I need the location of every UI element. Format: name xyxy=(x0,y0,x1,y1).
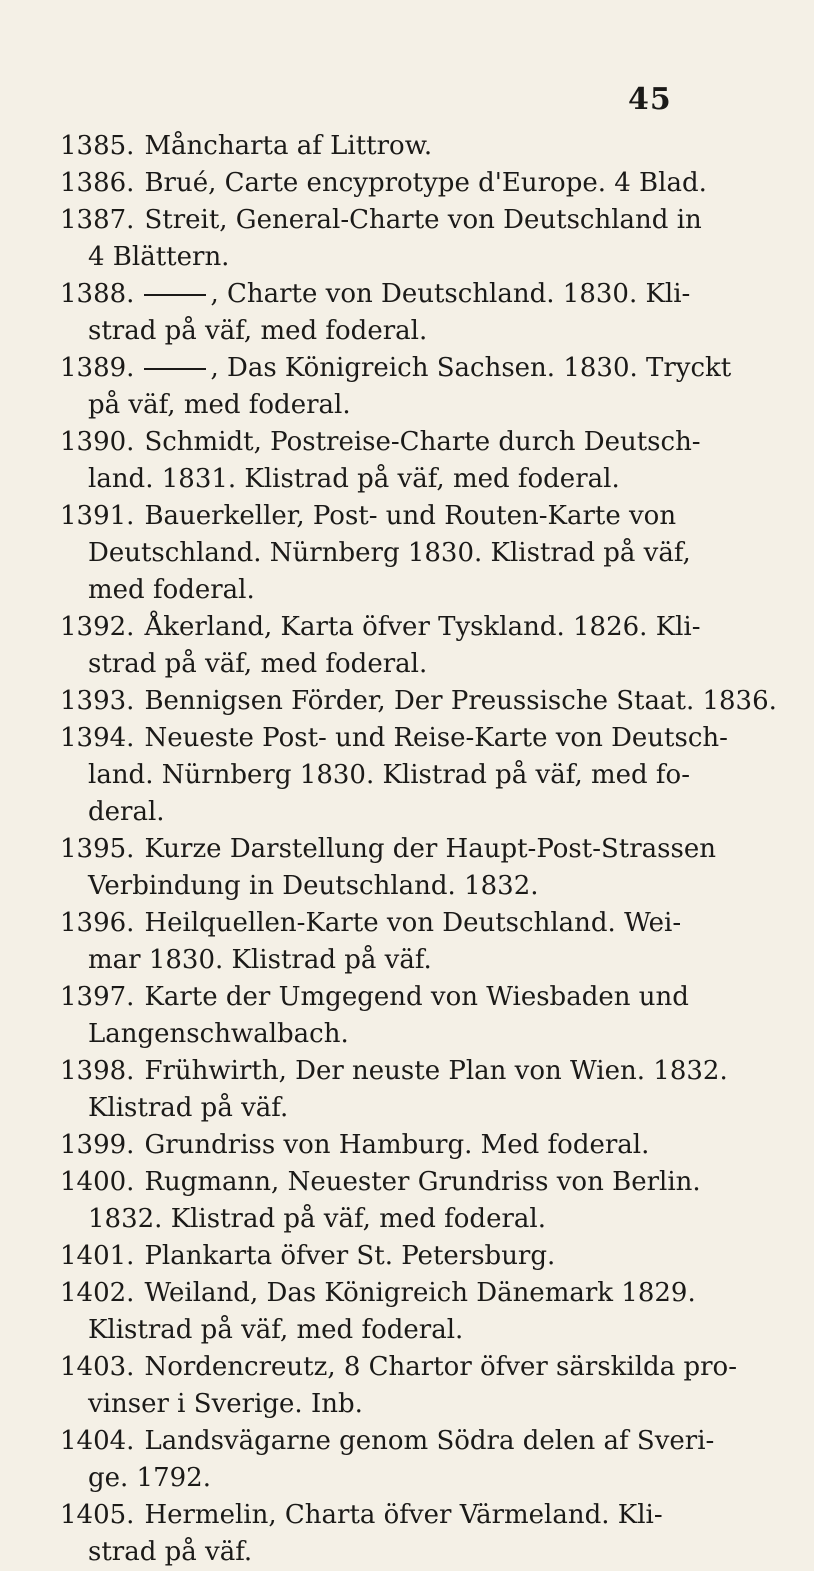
entry-number: 1399. xyxy=(60,1130,135,1160)
entry-number: 1387. xyxy=(60,205,135,235)
catalog-entry xyxy=(60,683,777,720)
entry-number: 1400. xyxy=(60,1167,135,1197)
catalog-entry xyxy=(60,1275,710,1349)
entry-text: deral. xyxy=(88,797,165,827)
entry-number: 1392. xyxy=(60,612,135,642)
entry-text: strad på väf, med foderal. xyxy=(88,316,428,346)
entry-text: Plankarta öfver St. Petersburg. xyxy=(144,1241,556,1271)
entry-text: Hermelin, Charta öfver Värmeland. Kli- xyxy=(144,1500,663,1530)
ditto-dash xyxy=(144,368,206,370)
entry-text: Nordencreutz, 8 Chartor öfver särskilda pro- xyxy=(144,1352,737,1382)
catalog-entry xyxy=(60,165,710,202)
entry-text: Deutschland. Nürnberg 1830. Klistrad på väf, xyxy=(88,538,691,568)
entry-number: 1398. xyxy=(60,1056,135,1086)
catalog-entry xyxy=(60,350,732,424)
entry-text: Grundriss von Hamburg. Med foderal. xyxy=(144,1130,650,1160)
page-number: 45 xyxy=(628,82,672,117)
entry-text: på väf, med foderal. xyxy=(88,390,351,420)
entry-text: Bennigsen Förder, Der Preussische Staat. 1836. xyxy=(144,686,777,716)
catalog-entry xyxy=(60,1349,737,1423)
entry-text: Verbindung in Deutschland. 1832. xyxy=(88,871,539,901)
catalog-entry xyxy=(60,831,716,905)
entry-text: Landsvägarne genom Södra delen af Sveri- xyxy=(144,1426,715,1456)
entry-number: 1397. xyxy=(60,982,135,1012)
entry-text: ge. 1792. xyxy=(88,1463,211,1493)
catalog-entry xyxy=(60,1497,710,1571)
entry-text: 1832. Klistrad på väf, med foderal. xyxy=(88,1204,546,1234)
entry-text: land. Nürnberg 1830. Klistrad på väf, med fo- xyxy=(88,760,690,790)
entry-text: , Charte von Deutschland. 1830. Kli- xyxy=(210,279,691,309)
entry-text: Streit, General-Charte von Deutschland in xyxy=(144,205,702,235)
entry-text: Rugmann, Neuester Grundriss von Berlin. xyxy=(144,1167,701,1197)
entry-number: 1394. xyxy=(60,723,135,753)
catalog-entry xyxy=(60,720,728,831)
entry-text: , Das Königreich Sachsen. 1830. Tryckt xyxy=(210,353,732,383)
entry-number: 1404. xyxy=(60,1426,135,1456)
entry-text: Åkerland, Karta öfver Tyskland. 1826. Kli- xyxy=(144,612,701,642)
entry-text: Klistrad på väf, med foderal. xyxy=(88,1315,464,1345)
entry-text: Neueste Post- und Reise-Karte von Deutsch- xyxy=(144,723,728,753)
catalog-entry xyxy=(60,1053,728,1127)
ditto-dash xyxy=(144,294,206,296)
entry-number: 1401. xyxy=(60,1241,135,1271)
entry-text: vinser i Sverige. Inb. xyxy=(88,1389,363,1419)
entry-text: Langenschwalbach. xyxy=(88,1019,349,1049)
catalog-entry xyxy=(60,1164,710,1238)
catalog-entry xyxy=(60,609,710,683)
catalog-entry xyxy=(60,1127,710,1164)
entry-text: Heilquellen-Karte von Deutschland. Wei- xyxy=(144,908,682,938)
entry-text: Karte der Umgegend von Wiesbaden und xyxy=(144,982,689,1012)
entry-number: 1390. xyxy=(60,427,135,457)
entry-text: med foderal. xyxy=(88,575,255,605)
catalog-entries xyxy=(60,128,777,1571)
entry-number: 1393. xyxy=(60,686,135,716)
entry-text: Måncharta af Littrow. xyxy=(144,131,433,161)
catalog-entry xyxy=(60,276,710,350)
catalog-entry xyxy=(60,424,710,498)
entry-number: 1395. xyxy=(60,834,135,864)
entry-number: 1391. xyxy=(60,501,135,531)
entry-number: 1402. xyxy=(60,1278,135,1308)
entry-text: 4 Blättern. xyxy=(88,242,230,272)
entry-text: mar 1830. Klistrad på väf. xyxy=(88,945,432,975)
entry-text: Frühwirth, Der neuste Plan von Wien. 1832. xyxy=(144,1056,728,1086)
entry-number: 1396. xyxy=(60,908,135,938)
entry-text: strad på väf. xyxy=(88,1537,253,1567)
entry-text: Weiland, Das Königreich Dänemark 1829. xyxy=(144,1278,696,1308)
catalog-entry xyxy=(60,498,710,609)
catalog-entry xyxy=(60,979,710,1053)
catalog-entry xyxy=(60,905,710,979)
entry-number: 1403. xyxy=(60,1352,135,1382)
entry-text: Bauerkeller, Post- und Routen-Karte von xyxy=(144,501,677,531)
catalog-entry xyxy=(60,202,710,276)
catalog-entry xyxy=(60,1238,710,1275)
catalog-entry xyxy=(60,1423,715,1497)
catalog-entry xyxy=(60,128,710,165)
entry-text: Brué, Carte encyprotype d'Europe. 4 Blad. xyxy=(144,168,707,198)
entry-number: 1389. xyxy=(60,353,135,383)
entry-number: 1388. xyxy=(60,279,135,309)
entry-number: 1405. xyxy=(60,1500,135,1530)
entry-text: Kurze Darstellung der Haupt-Post-Strassen xyxy=(144,834,716,864)
entry-text: land. 1831. Klistrad på väf, med foderal. xyxy=(88,464,620,494)
entry-text: Schmidt, Postreise-Charte durch Deutsch- xyxy=(144,427,701,457)
entry-number: 1385. xyxy=(60,131,135,161)
entry-text: Klistrad på väf. xyxy=(88,1093,289,1123)
entry-number: 1386. xyxy=(60,168,135,198)
entry-text: strad på väf, med foderal. xyxy=(88,649,428,679)
